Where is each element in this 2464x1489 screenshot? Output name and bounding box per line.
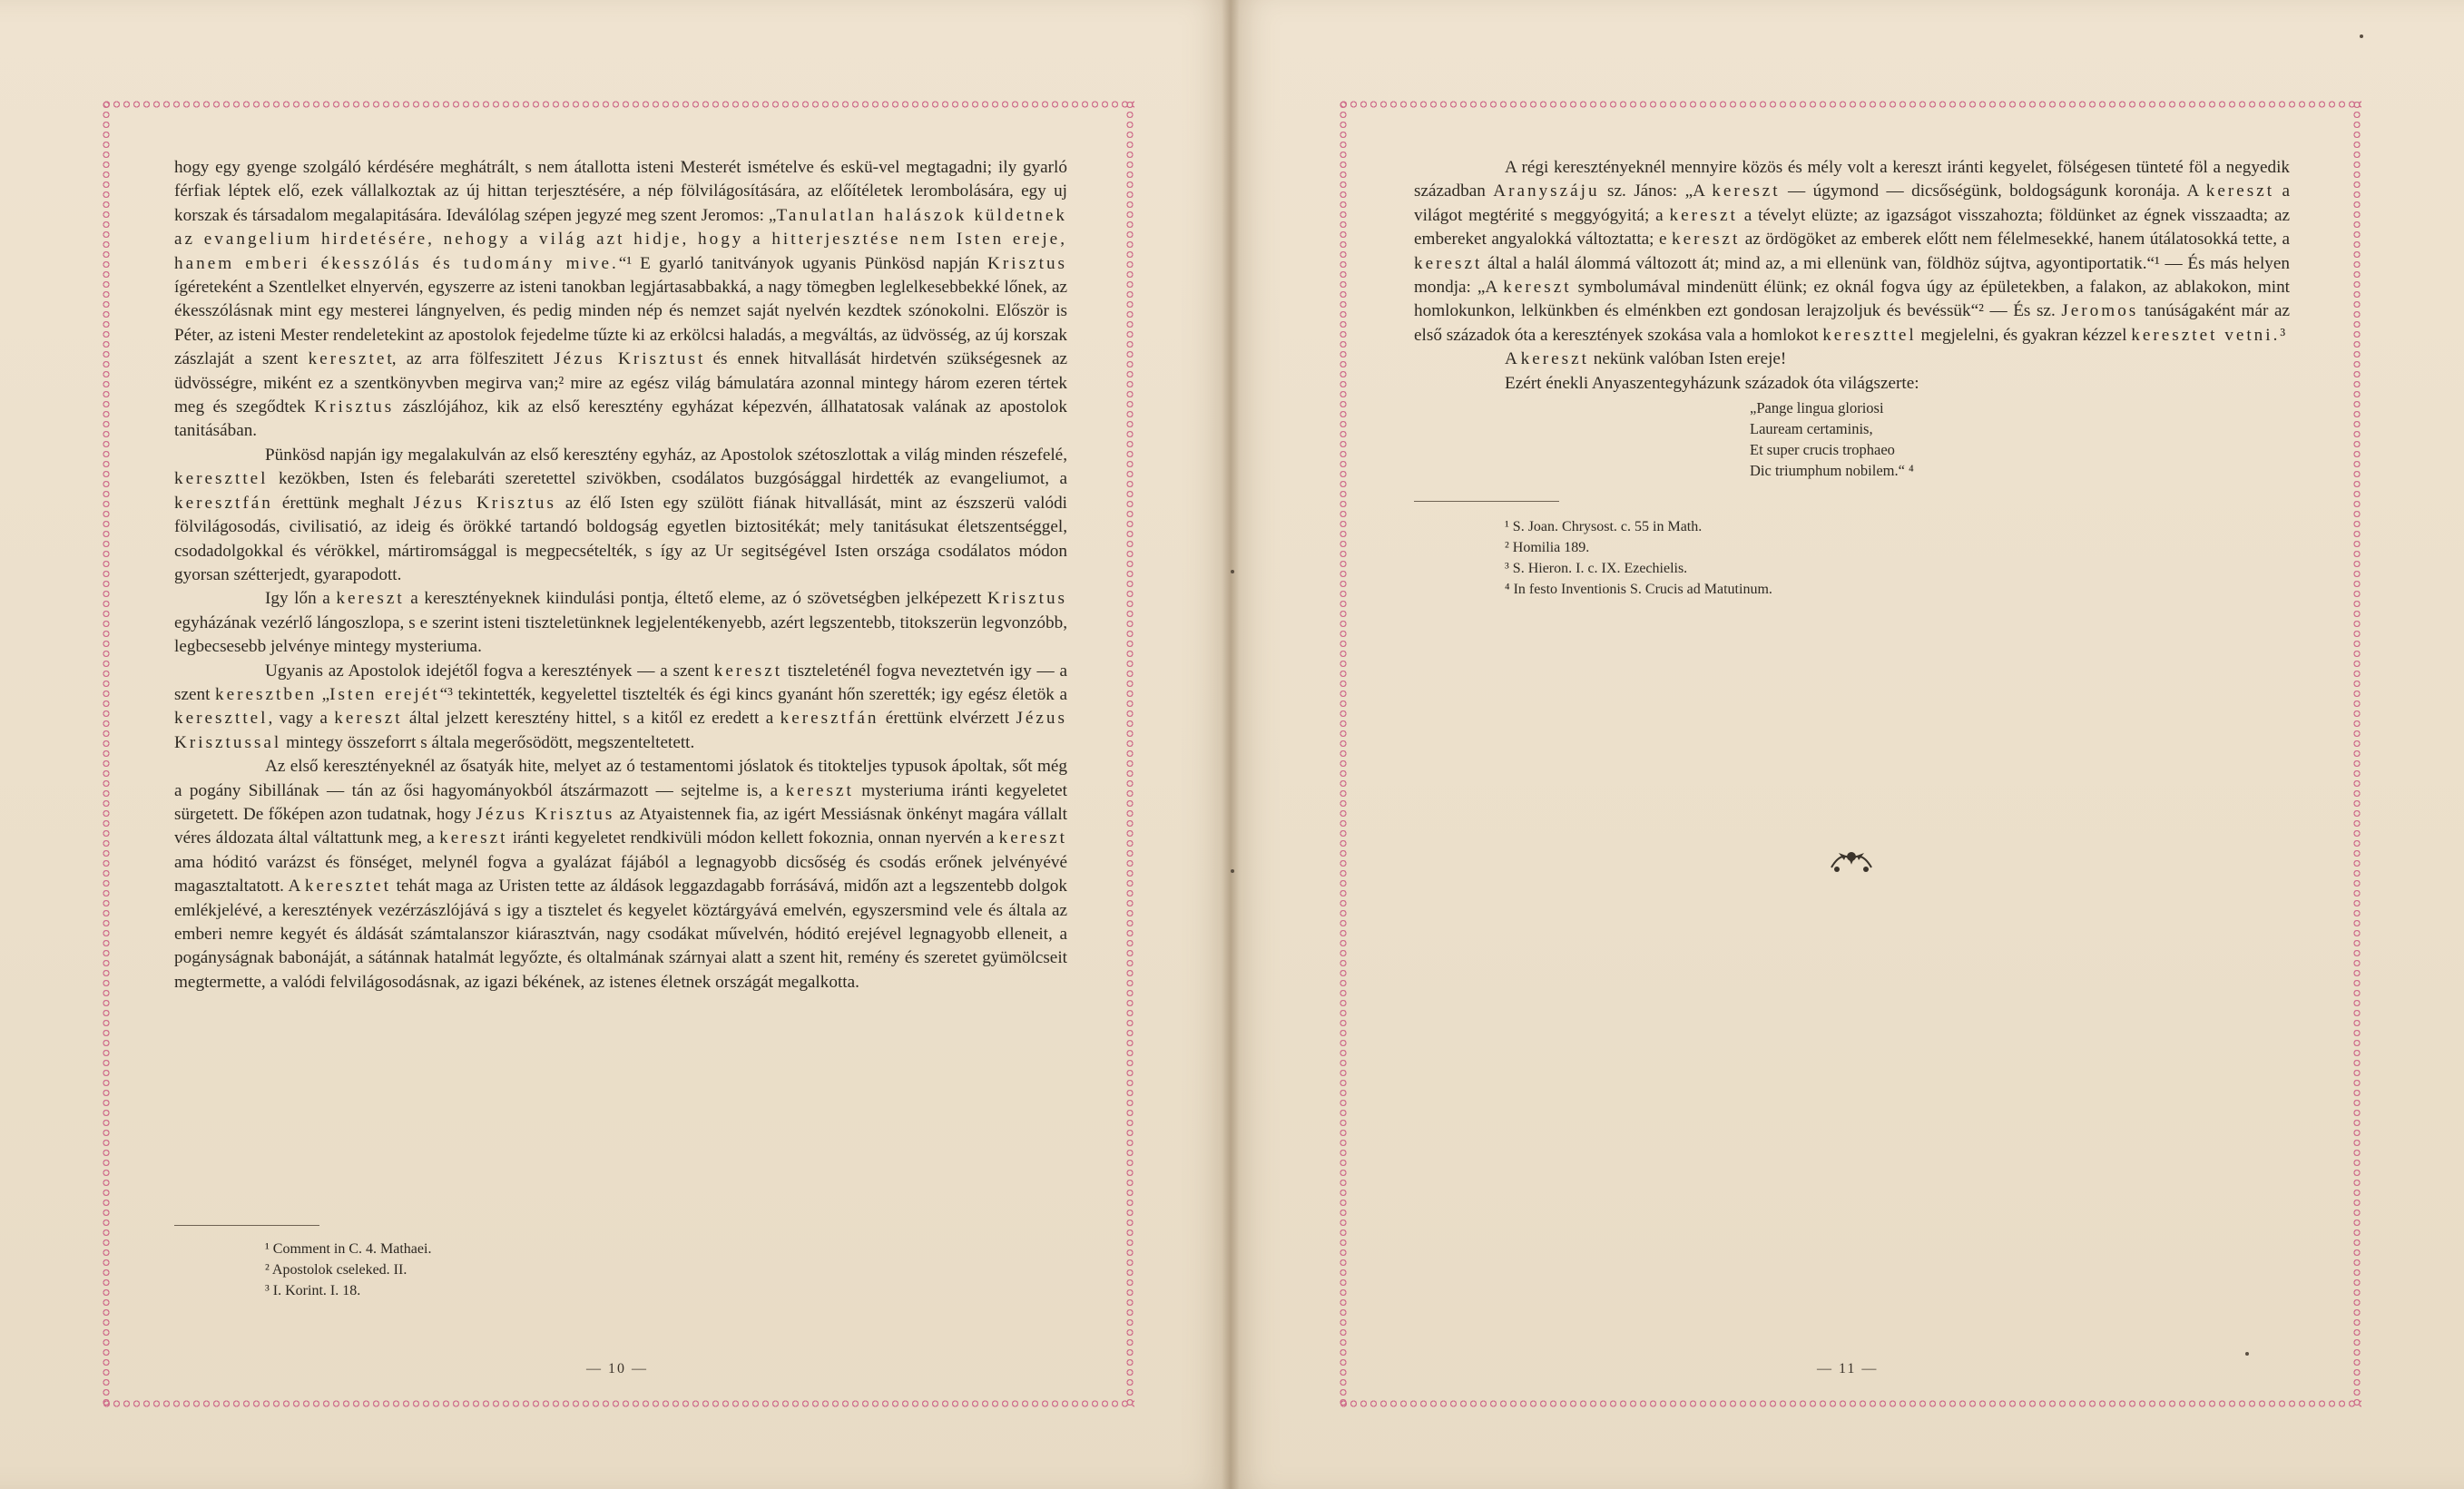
text-run: által a halál álommá változott át; mind az, a mi ellenünk van, földhöz sújtva, agyontiportatik.“¹ — És más helyen mondja: „A	[1414, 253, 2290, 298]
right-paragraph	[1414, 156, 2290, 348]
spaced-emphasis: kereszttel	[1822, 325, 1917, 345]
left-paragraph	[174, 755, 1067, 994]
text-run: Ezért énekli Anyaszentegyházunk századok óta világszerte:	[1505, 373, 1919, 393]
footnote: ² Homilia 189.	[1505, 540, 1590, 556]
paper-speck	[2360, 34, 2363, 38]
text-run: kezökben, Isten és felebaráti szeretettel szivökben, csodálatos buzgósággal hirdették az evangeliumot, a	[268, 469, 1067, 489]
spaced-emphasis: kereszt	[1669, 205, 1738, 225]
text-run: megjelelni, és gyakran kézzel	[1916, 325, 2132, 345]
footnote: ¹ Comment in C. 4. Mathaei.	[265, 1241, 432, 1257]
spaced-emphasis: kereszt	[1520, 349, 1589, 369]
text-run: “¹ E gyarló tanitványok ugyanis Pünkösd napján	[618, 253, 988, 273]
left-paragraph	[174, 444, 1067, 587]
text-run: a világot megtérité s meggyógyitá; a	[1414, 181, 2290, 225]
spaced-emphasis: Krisztus	[987, 253, 1067, 273]
spaced-emphasis: keresztet vetni.	[2131, 325, 2281, 345]
spaced-emphasis: Jézus Krisztus	[476, 804, 615, 824]
spaced-emphasis: kereszt	[1671, 230, 1741, 250]
footnote-rule	[174, 1225, 319, 1226]
text-run: érettünk meghalt	[272, 493, 414, 513]
spaced-emphasis: Tanulatlan halászok küldetnek az evangelium hirdetésére, nehogy a világ azt hidje, hogy a hitterjesztése nem Isten ereje, hanem emberi ékesszólás és tudomány mive.	[174, 205, 1067, 273]
footnote: ² Apostolok cseleked. II.	[265, 1262, 407, 1278]
spaced-emphasis: kereszt	[334, 709, 403, 729]
hymn-quote	[1750, 397, 2290, 481]
text-run: iránti kegyeletet rendkivüli módon kellett fokoznia, onnan nyervén a	[507, 828, 999, 848]
text-run: egyházának vezérlő lángoszlopa, s e szerint isteni tiszteletünknek legjelentékenyebb, azért legszentebb, titokszerün legvonzóbb, legbecsesebb jelvénye mintegy mysteriuma.	[174, 612, 1067, 657]
text-run: az élő Isten egy szülött fiának hitvallását, mint az észszerü valódi fölvilágosodás, civilisatió, az ideig és örökké tartandó boldogság egyetlen biztositékát; mely tanitásukat életszentséggel, csodadolgokkal és vérökkel, mártiromsággal is megpecsételték, s így az Ur segitségével Isten országa csodálatos módon gyorsan szétterjedt, gyarapodott.	[174, 493, 1067, 584]
text-run: nekünk valóban Isten ereje!	[1588, 349, 1787, 369]
text-run: zászlójához, kik az első keresztény egyházat képezvén, állhatatosak valának az apostolok tanitásában.	[174, 397, 1067, 441]
footnote: ⁴ In festo Inventionis S. Crucis ad Matutinum.	[1505, 582, 1772, 598]
text-run: ama hóditó varázst és fönséget, melynél fogva a gyalázat fájából a legnagyobb dicsőség és csodás erőnek jelvényévé magasztaltatott. A	[174, 852, 1067, 896]
footnote: ³ S. Hieron. I. c. IX. Ezechielis.	[1505, 561, 1688, 577]
text-run: “³ tekintették, kegyelettel tisztelték és égi kincs gyanánt hőn szerették; igy egész életök a	[439, 684, 1067, 704]
spaced-emphasis: Isten erejét	[329, 684, 440, 704]
book-gutter	[1222, 0, 1240, 1489]
spaced-emphasis: Jézus Krisztus	[554, 349, 698, 369]
paper-speck	[1231, 570, 1234, 573]
spaced-emphasis: Krisztus	[314, 397, 395, 417]
footnote: ³ I. Korint. I. 18.	[265, 1283, 361, 1298]
text-run: Az első keresztényeknél az ősatyák hite, melyet az ó testamentomi jóslatok és titokteljes typusok ápoltak, sőt még a pogány Sibillának — tán az ősi hagyományokból átszármazott — sejtelme is, a	[174, 757, 1067, 800]
spaced-emphasis: kereszt	[1712, 181, 1781, 201]
text-run: — úgymond — dicsőségünk, boldogságunk koronája. A	[1780, 181, 2206, 201]
footnote-rule	[1414, 501, 1559, 502]
text-run: a keresztényeknek kiindulási pontja, éltető eleme, az ó szövetségben jelképezett	[404, 589, 988, 609]
text-run: t, az arra fölfeszitett	[387, 349, 555, 369]
text-run: , vagy a	[268, 709, 335, 729]
text-run: ígéreteként a Szentlelket elnyervén, egyszerre az isteni tanokban legjártasabbakká, a nagy tömegben leglelkesebbekké lőnek, az ékesszólásnak mint egy mesterei lángnyelven, és pedig minden nép és nemzet saját nyelvén kezdtek szónokolni. Először is Péter, az isteni Mester rendeletekint az apostolok fejedelme tűzte ki az erkölcsi haladás, a megváltás, az üdvösség, az új korszak zászlaját a szent	[174, 278, 1067, 369]
paper-speck	[1231, 869, 1234, 873]
text-run: A régi keresztényeknél mennyire közös és mély volt a kereszt iránti kegyelet, fölségesen tünteté föl a negyedik században	[1414, 158, 2290, 201]
left-page-body	[174, 156, 1067, 994]
floral-vignette-icon	[1824, 844, 1879, 877]
left-paragraph	[174, 587, 1067, 659]
text-run: mintegy összeforrt s általa megerősödött, megszenteltetett.	[281, 732, 695, 752]
text-run: tiszteleténél fogva neveztetvén igy — a szent	[174, 661, 1068, 704]
spaced-emphasis: kereszte	[308, 349, 388, 369]
spaced-emphasis: Jézus Krisztus	[413, 493, 556, 513]
spaced-emphasis: kereszttel	[174, 709, 269, 729]
spaced-emphasis: kereszt	[785, 780, 854, 800]
text-run: sz. János: „A	[1599, 181, 1713, 201]
spaced-emphasis: kereszttel	[174, 469, 269, 489]
spaced-emphasis: keresztfán	[780, 709, 879, 729]
spaced-emphasis: keresztfán	[174, 493, 273, 513]
text-run: hogy egy gyenge szolgáló kérdésére meghátrált, s nem átallotta isteni Mesterét ismételve és eskü-vel megtagadni; ily gyarló férfiak léptek elő, ezek vállalkoztak az új hittan terjesztésére, a nép fölvilágosítására, az előítéletek lerombolására, egy uj korszak és társadalom megalapitására. Ideválólag szépen jegyzé meg szent Jeromos: „	[174, 158, 1067, 225]
spaced-emphasis: kereszt	[713, 661, 783, 681]
text-run: A	[1505, 349, 1521, 369]
left-paragraph	[174, 156, 1067, 444]
text-run: mysteriuma iránti kegyeletet sürgetett. De főképen azon tudatnak, hogy	[174, 780, 1067, 824]
paper-speck	[2245, 1352, 2249, 1356]
text-run: ³	[2280, 325, 2286, 345]
spaced-emphasis: kereszt	[439, 828, 508, 848]
right-footnotes	[1414, 501, 2290, 600]
spaced-emphasis: Jeromos	[2061, 301, 2139, 321]
hymn-line: Et super crucis trophaeo	[1750, 441, 1895, 459]
text-run: Ugyanis az Apostolok idejétől fogva a keresztények — a szent	[265, 661, 714, 681]
page-number: — 11 —	[1817, 1361, 1879, 1376]
spaced-emphasis: kereszt	[1414, 253, 1483, 273]
page-number: — 10 —	[586, 1361, 648, 1376]
text-run: az Atyaistennek fia, az igért Messiásnak önkényt magára vállalt véres áldozata által váltattunk meg, a	[174, 804, 1067, 848]
text-run: t és ennek hitvallását hirdetvén szükségesnek az üdvösségre, miként ez a szentkönyvben megirva van;² mire az egész világ bámulatára azonnal mintegy három ezeren tértek meg és szegődtek	[174, 349, 1068, 417]
left-footnotes	[174, 1225, 628, 1301]
spaced-emphasis: Krisztus	[987, 589, 1067, 609]
hymn-line: „Pange lingua gloriosi	[1750, 399, 1884, 417]
spaced-emphasis: kereszt	[998, 828, 1067, 848]
footnote: ¹ S. Joan. Chrysost. c. 55 in Math.	[1505, 519, 1703, 535]
spaced-emphasis: keresztben	[215, 684, 318, 704]
text-run: érettünk elvérzett	[879, 709, 1016, 729]
text-run: az ördögöket az emberek előtt nem félelmesekké, hanem útálatosokká tette, a	[1740, 230, 2290, 250]
spaced-emphasis: kereszt	[2205, 181, 2275, 201]
spaced-emphasis: kereszt	[1503, 278, 1572, 298]
text-run: symbolumával mindenütt élünk; ez oknál fogva úgy az épületekben, a falakon, az ablakokon, mint homlokunkon, lelkünkben és elménkben ezt gondosan lerajzoljuk és bevéssük“² — És sz.	[1414, 278, 2290, 321]
text-run: tanúságaként már az első századok óta a keresztények szokása vala a homlokot	[1414, 301, 2290, 345]
spaced-emphasis: Jézus Krisztussal	[174, 709, 1067, 752]
right-paragraph	[1414, 348, 2290, 371]
left-paragraph	[174, 660, 1067, 756]
text-run: által jelzett keresztény hittel, s a kitől ez eredett a	[402, 709, 780, 729]
text-run: a tévelyt elüzte; az igazságot visszahozta; földünket az égnek visszaadta; az embereket angyalokká változtatta; e	[1414, 205, 2290, 250]
hymn-line: Dic triumphum nobilem.“ ⁴	[1750, 462, 1914, 480]
hymn-line: Lauream certaminis,	[1750, 420, 1873, 438]
spaced-emphasis: Aranyszáju	[1493, 181, 1600, 201]
text-run: Pünkösd napján igy megalakulván az első keresztény egyház, az Apostolok szétoszlottak a világ minden részefelé,	[265, 445, 1067, 465]
text-run: „	[317, 684, 330, 704]
spaced-emphasis: kereszt	[336, 589, 405, 609]
right-page-body	[1414, 156, 2290, 600]
text-run: Igy lőn a	[265, 589, 337, 609]
spaced-emphasis: keresztet	[304, 877, 392, 896]
right-paragraph	[1414, 372, 2290, 396]
text-run: tehát maga az Uristen tette az áldások leggazdagabb forrásává, midőn azt a legszentebb dolgok emlékjelévé, a keresztények vezérzászlójává s igy a tisztelet és kegyelet köztárgyává emelvén, egyszersmind vele és általa az emberi nemre kegyét és áldását számtalanszor kiárasztván, nagy csodákat művelvén, hóditó erejével legnagyobb elleneit, a pogányságnak babonáját, a sátánnak hatalmát legyőzte, és oltalmának szárnyai alatt a szent hit, remény és szeretet gyümölcseit megtermette, a valódi felvilágosodásnak, az igazi békének, az istenes életnek országát megalkotta.	[174, 877, 1067, 992]
